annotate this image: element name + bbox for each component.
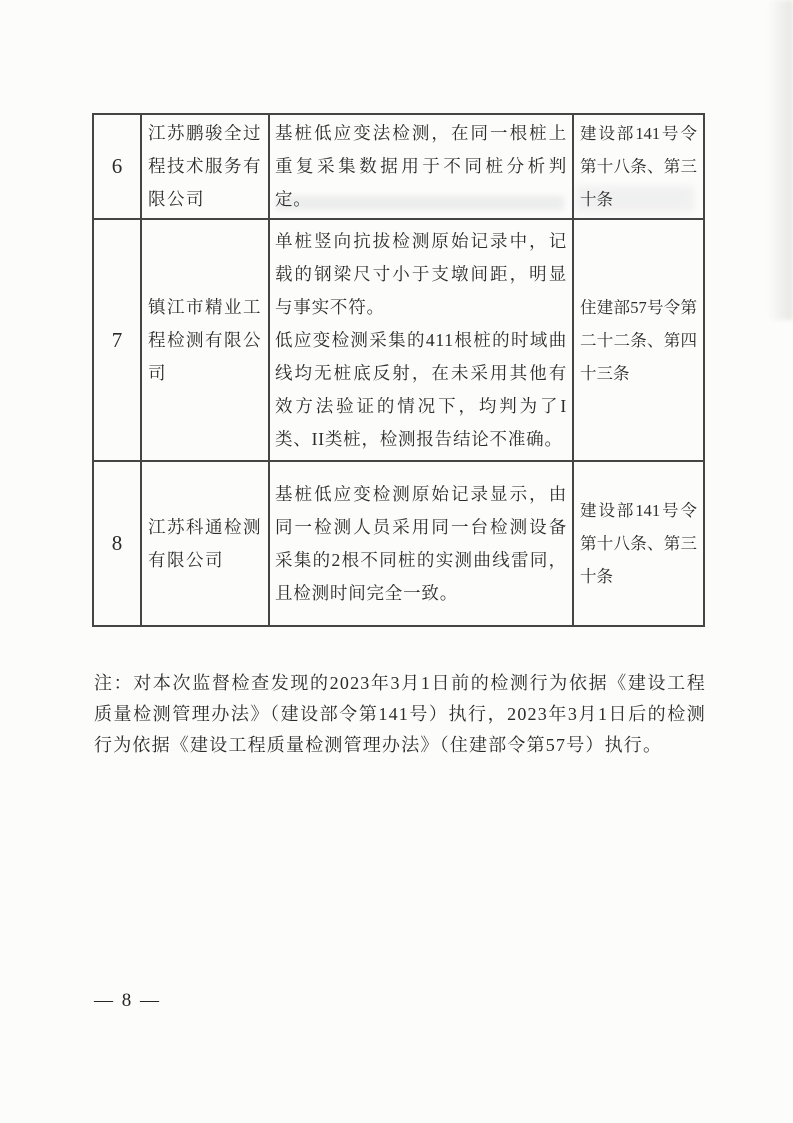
issue-description-cell <box>269 461 573 626</box>
inspection-findings-table <box>92 113 705 627</box>
issue-paragraph: 基桩低应变法检测，在同一根桩上重复采集数据用于不同桩分析判定。 <box>275 123 567 209</box>
issue-description-cell <box>269 219 573 461</box>
footnote-paragraph: 注：对本次监督检查发现的2023年3月1日前的检测行为依据《建设工程质量检测管理办法》（建设部令第141号）执行，2023年3月1日后的检测行为依据《建设工程质量检测管理办法》（住建部令第57号）执行。 <box>94 673 706 755</box>
regulation-basis-cell: 建设部141号令第十八条、第三十条 <box>573 114 704 219</box>
issue-description-cell <box>269 114 573 219</box>
regulation-basis-cell: 住建部57号令第二十二条、第四十三条 <box>573 219 704 461</box>
issue-paragraph: 低应变检测采集的411根桩的时域曲线均无桩底反射，在未采用其他有效方法验证的情况下，均判为了I类、II类桩，检测报告结论不准确。 <box>275 329 567 449</box>
scan-edge-shadow <box>767 0 793 320</box>
company-name-cell: 江苏科通检测有限公司 <box>141 461 269 626</box>
issue-paragraph: 单桩竖向抗拔检测原始记录中，记载的钢梁尺寸小于支墩间距，明显与事实不符。 <box>275 230 567 317</box>
company-name-cell: 镇江市精业工程检测有限公司 <box>141 219 269 461</box>
table-row <box>93 461 704 626</box>
row-number-cell: 8 <box>93 461 141 626</box>
table-row <box>93 219 704 461</box>
row-number-cell: 7 <box>93 219 141 461</box>
company-name-cell: 江苏鹏骏全过程技术服务有限公司 <box>141 114 269 219</box>
issue-paragraph: 基桩低应变检测原始记录显示，由同一检测人员采用同一台检测设备采集的2根不同桩的实测曲线雷同，且检测时间完全一致。 <box>275 483 567 603</box>
page-number: — 8 — <box>94 990 161 1011</box>
table-row <box>93 114 704 219</box>
regulation-basis-cell: 建设部141号令第十八条、第三十条 <box>573 461 704 626</box>
row-number-cell: 6 <box>93 114 141 219</box>
